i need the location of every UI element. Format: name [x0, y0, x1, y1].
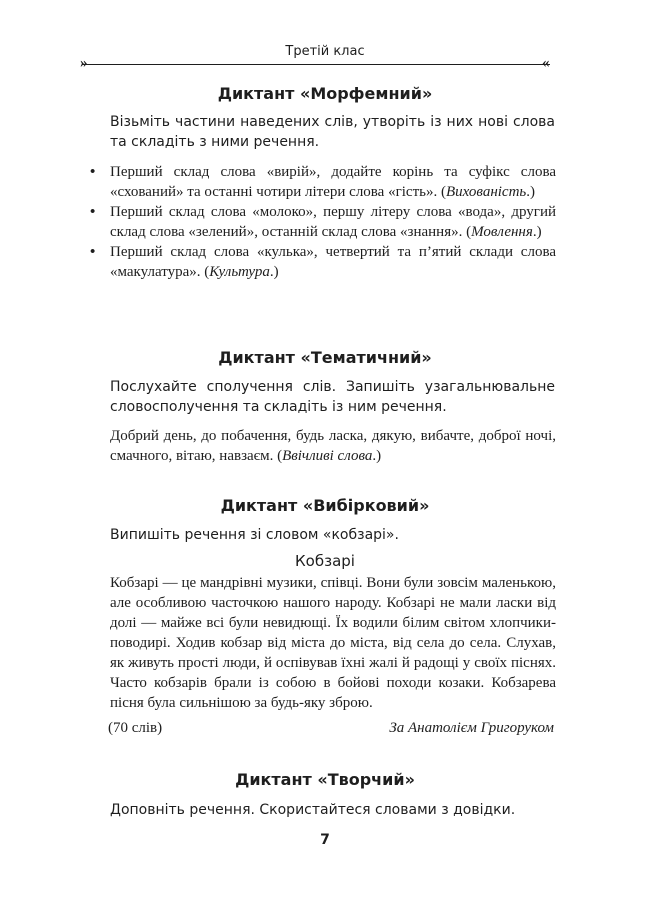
instruction-creative: Доповніть речення. Скористайтеся словами з довідки.: [110, 802, 516, 818]
bullet-icon: •: [90, 164, 96, 180]
task-text: Перший склад слова «вирій», додайте корінь та суфікс слова «схований» та останні чотири літери слова «гість». (: [110, 164, 556, 200]
section-title-thematic: Диктант «Тематичний»: [218, 348, 432, 367]
task-close: .): [532, 224, 542, 240]
section-title-creative: Диктант «Творчий»: [235, 770, 415, 789]
task-answer: Культура: [209, 264, 270, 280]
section-title-selective: Диктант «Вибірковий»: [220, 496, 430, 515]
header-ornament-right: «: [542, 55, 550, 71]
dictation-text-body: Кобзарі — це мандрівні музики, співці. Вони були зовсім маленькою, але особливою часточкою нашого народу. Кобзарі не мали ласки від долі — майже всі були невидющі. Їх водили білим світом хлопчики-поводирі. Ходив кобзар від міста до міста, від села до села. Слухав, як живуть прості люди, й оспівував їхні жалі й радощі у своїх піснях. Часто кобзарів брали із собою в бойові походи козаки. Кобзарева пісня була сильнішою за будь-яку зброю.: [110, 575, 556, 711]
thematic-close: .): [372, 448, 382, 464]
thematic-word-list: [110, 426, 556, 466]
section-title-morphemic: Диктант «Морфемний»: [217, 84, 433, 103]
task-text: Перший склад слова «молоко», першу літеру слова «вода», другий склад слова «зелений», останній склад слова «знання». (: [110, 204, 556, 240]
morphemic-task-list: [88, 162, 556, 282]
header-ornament-left: »: [80, 55, 88, 71]
task-text: Перший склад слова «кулька», четвертий та п’ятий склади слова «макулатура». (: [110, 244, 556, 280]
bullet-icon: •: [90, 244, 96, 260]
word-count: (70 слів): [108, 720, 163, 736]
task-close: .): [269, 264, 279, 280]
thematic-text: Добрий день, до побачення, будь ласка, дякую, вибачте, доброї ночі, смачного, вітаю, навзаєм. (: [110, 428, 556, 464]
thematic-answer: Ввічливі слова: [282, 448, 373, 464]
instruction-selective: Випишіть речення зі словом «кобзарі».: [110, 527, 399, 543]
list-item: [88, 202, 556, 242]
header-rule: [82, 64, 550, 65]
task-answer: Мовлення: [471, 224, 533, 240]
task-answer: Вихованість: [445, 184, 527, 200]
list-item: [88, 242, 556, 282]
running-header: Третій клас: [285, 44, 365, 59]
bullet-icon: •: [90, 204, 96, 220]
task-close: .): [526, 184, 535, 200]
list-item: [88, 162, 556, 202]
instruction-morphemic: Візьміть частини наведених слів, утворіть із них нові слова та складіть з ними речення.: [110, 114, 555, 150]
dictation-text-title: Кобзарі: [295, 552, 355, 570]
text-author: За Анатолієм Григоруком: [389, 720, 554, 736]
instruction-thematic: Послухайте сполучення слів. Запишіть узагальнювальне словосполучення та складіть із ним речення.: [110, 379, 555, 415]
page-number: 7: [320, 832, 330, 848]
